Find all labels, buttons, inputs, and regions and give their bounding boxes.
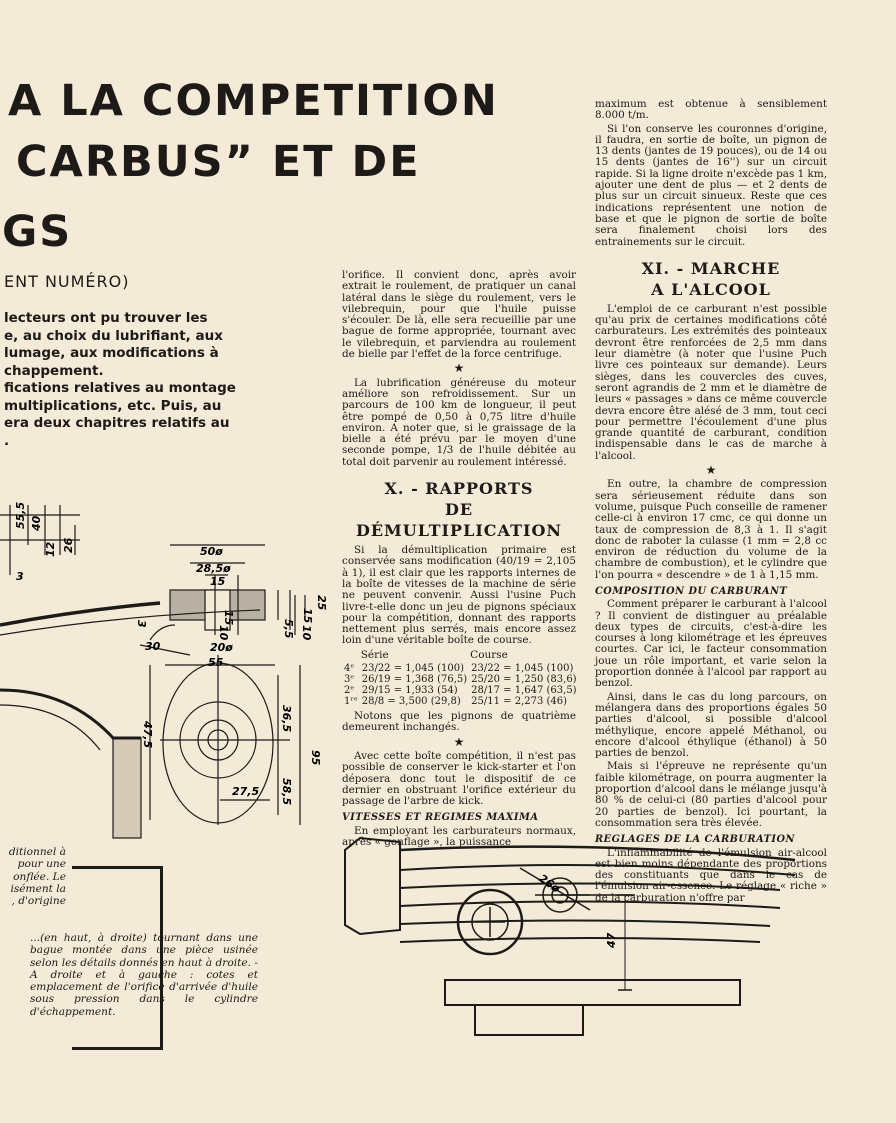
table-cell: 25/11 = 2,273 (46) bbox=[471, 696, 568, 708]
dimension-label: 5,5 bbox=[282, 619, 295, 639]
dimension-label: 26ø bbox=[536, 871, 563, 896]
dimension-label: 30 bbox=[145, 640, 161, 653]
section-x-line-2: DE DÉMULTIPLICATION bbox=[355, 500, 563, 541]
intro-line: era deux chapitres relatifs au bbox=[4, 415, 230, 431]
dimension-label: 15 bbox=[301, 608, 314, 624]
paragraph: Ainsi, dans le cas du long parcours, on mélangera dans des proportions égales 50 parties d'alcool, si possible d'alcool méthylique, encore appelé Méthanol, ou encore d'alcool éthylique (éthanol) à 50 parties de benzol. bbox=[595, 690, 827, 760]
dimension-label: 36,5 bbox=[280, 705, 293, 733]
dimension-label: 28,5ø bbox=[196, 562, 231, 575]
intro-block bbox=[4, 310, 236, 450]
paragraph: l'orifice. Il convient donc, après avoir extrait le roulement, de pratiquer un canal latéral dans le siège du roulement, vers le vilebrequin, pour que l'huile puisse s'écouler. De là, elle sera recueillie par une bague de forme appropriée, tournant avec le vilebrequin, et parviendra au roulement de bielle par l'effet de la force centrifuge. bbox=[342, 269, 576, 361]
intro-line: fications relatives au montage bbox=[4, 380, 236, 396]
table-row bbox=[342, 685, 579, 696]
section-xi-line-1: XI. - MARCHE bbox=[641, 258, 781, 278]
dimension-label: 3 bbox=[135, 620, 148, 628]
figure-caption: ...(en haut, à droite) tournant dans une bague montée dans une pièce usinée selon les détails donnés en haut à droite. - A droite et à gauche : cotes et emplacement de l'orifice d'arrivée d'huile sous pression dans le cylindre d'échappement. bbox=[30, 932, 258, 1018]
dimension-label: 20ø bbox=[210, 641, 233, 654]
paragraph: L'emploi de ce carburant n'est possible qu'au prix de certaines modifications côté carburateurs. Les extrémités des pointeaux devront être renforcées de 2,5 mm dans leur diamètre (à noter que l'usine Puch livre ces pointeaux sur demande). Leurs sièges, dans les couvercles des cuves, seront agrandis de 2 mm et le diamètre de leurs « passages » dans ce même couvercle devra encore être alésé de 3 mm, tout ceci pour permettre l'écoulement d'une plus grande quantité de carburant, condition indispensable dans le cas de marche à l'alcool. bbox=[595, 302, 827, 462]
table-cell: 1ʳᵉ bbox=[344, 696, 358, 708]
section-x-line-1: X. - RAPPORTS bbox=[384, 479, 534, 499]
paragraph: Si la démultiplication primaire est conservée sans modification (40/19 = 2,105 à 1), il est clair que les rapports internes de la boîte de vitesses de la machine de série ne peuvent convenir. Aussi l'usine Puch livre-t-elle donc un jeu de pignons spéciaux pour la compétition, donnant des rapports nettement plus serrés, mais encore assez loin d'une véritable boîte de course. bbox=[342, 544, 576, 647]
dimension-label: 47,5 bbox=[141, 721, 154, 749]
dimension-label: 10 bbox=[217, 625, 230, 641]
paragraph: Avec cette boîte compétition, il n'est pas possible de conserver le kick-starter et l'on déposera donc tout le dispositif de ce dernier en obstruant l'orifice extérieur du passage de l'arbre de kick. bbox=[342, 749, 576, 808]
intro-line: e, au choix du lubrifiant, aux bbox=[4, 327, 223, 344]
dimension-label: 10 bbox=[300, 625, 313, 641]
dimension-label: 25 bbox=[315, 595, 328, 611]
paragraph: Mais si l'épreuve ne représente qu'un faible kilométrage, on pourra augmenter la proportion d'alcool dans le mélange jusqu'à 80 % de celui-ci (80 parties d'alcool pour 20 parties de benzol). Ici pourtant, la consommation sera très élevée. bbox=[595, 760, 827, 829]
dimension-label: 58,5 bbox=[280, 778, 293, 806]
headline-line-1: A LA COMPETITION bbox=[8, 76, 499, 126]
star-separator: ★ bbox=[453, 361, 465, 376]
table-cell: 4ᵉ bbox=[344, 663, 355, 675]
intro-line: lecteurs ont pu trouver les bbox=[4, 310, 208, 326]
paragraph: Notons que les pignons de quatrième demeurent inchangés. bbox=[342, 710, 576, 734]
table-cell: 26/19 = 1,368 (76,5) bbox=[361, 674, 468, 686]
section-xi-line-2: A L'ALCOOL bbox=[651, 279, 771, 299]
dimension-label: 95 bbox=[309, 750, 322, 766]
paragraph: Comment préparer le carburant à l'alcool ? Il convient de distinguer au préalable deux types de circuits, c'est-à-dire les courses à long kilométrage et les épreuves courtes. Car ici, le facteur consommation joue un rôle important, et varie selon la proportion donnée à l'alcool par rapport au benzol. bbox=[595, 598, 827, 690]
paragraph: La lubrification généreuse du moteur améliore son refroidissement. Sur un parcours de 100 km de longueur, il peut être pompé de 0,50 à 0,75 litre d'huile environ. A noter que, si le graissage de la bielle a été prévu par le moyen d'une seconde pompe, 1/3 de l'huile débitée au total doit parvenir au roulement intéressé. bbox=[342, 376, 576, 468]
paragraph: L'inflammabilité de l'émulsion air-alcool est bien moins dépendante des proportions des constituants que dans le cas de l'émulsion air-essence. Le réglage « riche » de la carburation n'offre par bbox=[595, 846, 827, 904]
column-middle bbox=[342, 270, 576, 850]
table-cell: 2ᵉ bbox=[344, 685, 355, 697]
section-x-title bbox=[342, 478, 576, 541]
intro-line: lumage, aux modifications à bbox=[4, 345, 219, 361]
paragraph: En employant les carburateurs normaux, après « gonflage », la puissance bbox=[342, 824, 576, 848]
dimension-label: 55 bbox=[208, 656, 224, 669]
series-note: ENT NUMÉRO) bbox=[4, 272, 130, 291]
column-right bbox=[595, 99, 827, 906]
star-separator: ★ bbox=[705, 463, 717, 478]
caption-line: isément la bbox=[10, 882, 66, 895]
dimension-label: 26 bbox=[62, 537, 75, 553]
headline-line-2: CARBUS” ET DE bbox=[16, 137, 421, 187]
caption-fragment bbox=[4, 846, 66, 907]
table-header: Course bbox=[470, 648, 508, 661]
table-cell: 29/15 = 1,933 (54) bbox=[361, 685, 458, 697]
caption-line: pour une bbox=[17, 858, 66, 871]
table-cell: 28/17 = 1,647 (63,5) bbox=[471, 685, 577, 697]
table-cell: 23/22 = 1,045 (100) bbox=[361, 663, 464, 675]
paragraph: Si l'on conserve les couronnes d'origine, il faudra, en sortie de boîte, un pignon de 13 dents (jantes de 19 pouces), ou de 14 ou 15 dents (jantes de 16'') sur un circuit rapide. Si la ligne droite n'excède pas 1 km, ajouter une dent de plus — et 2 dents de plus sur un circuit sinueux. Reste que ces indications représentent une notion de base et que le pignon de sortie de boîte sera finalement choisi lors des entrainements sur le circuit. bbox=[595, 122, 827, 248]
dimension-label: 50ø bbox=[200, 545, 223, 558]
dimension-label: 15 bbox=[210, 575, 226, 588]
dimension-label: 15 bbox=[222, 610, 235, 626]
caption-line: onflée. Le bbox=[13, 870, 66, 883]
paragraph: maximum est obtenue à sensiblement 8.000 t/m. bbox=[595, 98, 827, 122]
table-row bbox=[342, 674, 579, 685]
headline-line-3: GS bbox=[2, 207, 73, 257]
cylinder-drawing bbox=[340, 830, 800, 1040]
dimension-label: 47 bbox=[605, 932, 618, 948]
table-cell: 25/20 = 1,250 (83,6) bbox=[471, 674, 577, 686]
star-separator: ★ bbox=[453, 734, 465, 749]
subheading-vitesses: VITESSES ET REGIMES MAXIMA bbox=[342, 812, 539, 824]
dimension-label: 3 bbox=[16, 570, 24, 583]
intro-line: chappement. bbox=[4, 362, 104, 379]
table-header: Série bbox=[360, 648, 389, 661]
caption-line: , d'origine bbox=[11, 895, 66, 908]
table-cell: 28/8 = 3,500 (29,8) bbox=[361, 696, 461, 708]
dimension-label: 55,5 bbox=[14, 501, 27, 529]
subheading-composition: COMPOSITION DU CARBURANT bbox=[595, 585, 788, 597]
caption-line: ditionnel à bbox=[8, 846, 66, 858]
table-row bbox=[342, 663, 579, 674]
dimension-label: 40 bbox=[30, 515, 43, 531]
subheading-reglages: REGLAGES DE LA CARBURATION bbox=[595, 834, 795, 846]
section-xi-title bbox=[595, 258, 827, 300]
table-cell: 3ᵉ bbox=[344, 674, 355, 686]
dimension-label: 12 bbox=[44, 541, 57, 557]
paragraph: En outre, la chambre de compression sera sérieusement réduite dans son volume, puisque Puch conseille de ramener celle-ci à environ 17 cmc, ce qui donne un taux de compression de 8,3 à 1. Il s'agit donc de raboter la culasse (1 mm = 2,8 cc environ de réduction du volume de la chambre de combustion), et le cylindre que l'on pourra « descendre » de 1 à 1,15 mm. bbox=[595, 478, 827, 581]
table-row bbox=[342, 696, 579, 707]
intro-line: multiplications, etc. Puis, au bbox=[4, 397, 222, 414]
gear-ratio-table bbox=[342, 649, 579, 707]
table-cell: 23/22 = 1,045 (100) bbox=[471, 663, 574, 675]
intro-line: . bbox=[4, 432, 10, 449]
dimension-label: 27,5 bbox=[232, 785, 260, 798]
technical-drawing bbox=[0, 495, 340, 845]
